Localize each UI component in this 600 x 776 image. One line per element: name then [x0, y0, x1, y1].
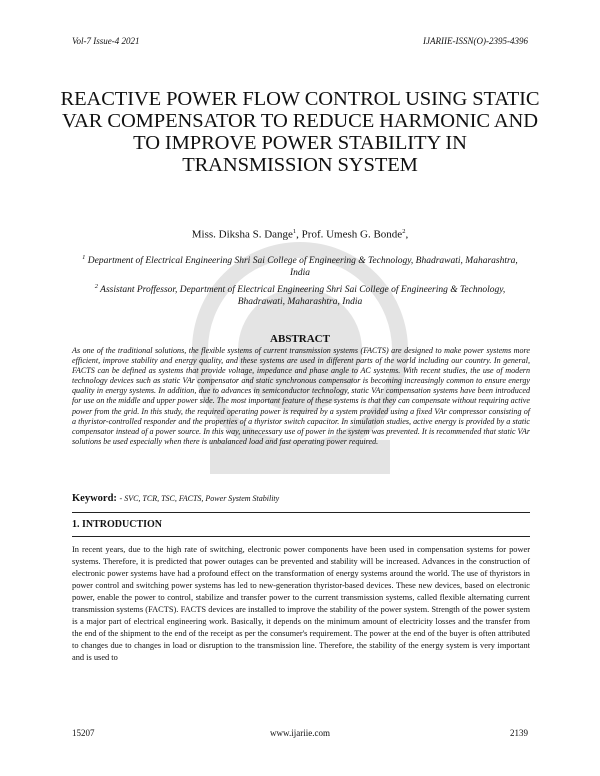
abstract-heading: ABSTRACT — [270, 333, 330, 345]
section-divider — [72, 512, 530, 513]
header-issn: IJARIIE-ISSN(O)-2395-4396 — [423, 36, 528, 46]
author-name: Miss. Diksha S. Dange — [191, 228, 293, 241]
author-superscript: 2 — [402, 228, 406, 235]
affiliation-superscript: 2 — [94, 283, 98, 290]
keywords-value: - SVC, TCR, TSC, FACTS, Power System Stability — [119, 494, 280, 503]
affiliation-superscript: 1 — [82, 254, 86, 261]
author-superscript: 1 — [292, 228, 297, 235]
footer-website-link[interactable]: www.ijariie.com — [270, 728, 330, 738]
affiliation — [80, 252, 520, 279]
author-line — [60, 228, 540, 241]
affiliation-text: Department of Electrical Engineering Shri Sai College of Engineering & Technology, Bhadrawati, Maharashtra, India — [87, 256, 518, 279]
affiliation — [80, 281, 520, 308]
introduction-text: In recent years, due to the high rate of switching, electronic power components have been used in compensation systems for power systems. Therefore, it is predicted that power outages can be prevented and stability will be increased. Advances in the construction of electronic power systems have had a profound effect on the transformation of energy systems around the world. The use of thyristors in power control and switching power systems has led to new-generation thyristor-based devices. These new devices, based on electronic power, enable the power to control, stabilize and transfer power to the current transmission systems, called flexible alternating current transmission systems (FACTS). FACTS devices are installed to improve the stability of the power system. Strength of the power system is a major part of electrical engineering work. Basically, it depends on the minimum amount of electricity losses and the transfer from the end of the shipment to the end of the receipt as per the consumer's requirement. The power at the end of the buyer is often attributed to changes due to changes in load or disruption to the transmission line. Therefore, the stability of the energy system is very important and is used to — [72, 545, 530, 662]
abstract-text: As one of the traditional solutions, the flexible systems of current transmission systems (FACTS) are designed to make power systems more efficient, improve stability and energy quality, and these systems are used in different parts of the world including our country. In general, FACTS can be defined as systems that provide voltage, impedance and phase angle to AC systems. With recent studies, the use of modern technology devices such as static VAr compensator and static synchronous compensator is becoming increasingly common to ensure energy quality in energy systems. In addition, due to advances in semiconductor technology, static VAr compensation systems have been introduced for use on the middle and upper power side. The most important feature of these systems is that they can compensate without requiring active power from the grid. In this study, the required operating power is required by a system provided using a fixed VAr compressor consisting of a thyristor-controlled responder and the properties of a thyristor switch capacitor. In simulation studies, active energy is provided by a static compensator instead of a power source. In this way, unnecessary use of power in the system was prevented. It is recommended that static VAr solutions be used especially when there is unbalanced load and fast operating power required. — [72, 346, 530, 446]
keywords-label: Keyword: — [72, 493, 120, 504]
author-separator: , — [296, 228, 302, 241]
affiliation-text: Assistant Proffessor, Department of Electrical Engineering Shri Sai College of Engineering & Technology, Bhadrawati, Maharashtra, India — [100, 285, 506, 308]
header-volume-issue: Vol-7 Issue-4 2021 — [72, 36, 140, 46]
keywords-line — [72, 493, 279, 504]
footer-paper-id: 15207 — [72, 728, 95, 738]
author-trailing: , — [405, 228, 409, 241]
section-heading: 1. INTRODUCTION — [72, 519, 163, 530]
footer-page-number: 2139 — [510, 728, 528, 738]
paper-title: REACTIVE POWER FLOW CONTROL USING STATIC VAR COMPENSATOR TO REDUCE HARMONIC AND TO IMPROVE POWER STABILITY IN TRANSMISSION SYSTEM — [60, 88, 540, 176]
author-name: Prof. Umesh G. Bonde — [301, 228, 403, 241]
section-divider — [72, 536, 530, 537]
